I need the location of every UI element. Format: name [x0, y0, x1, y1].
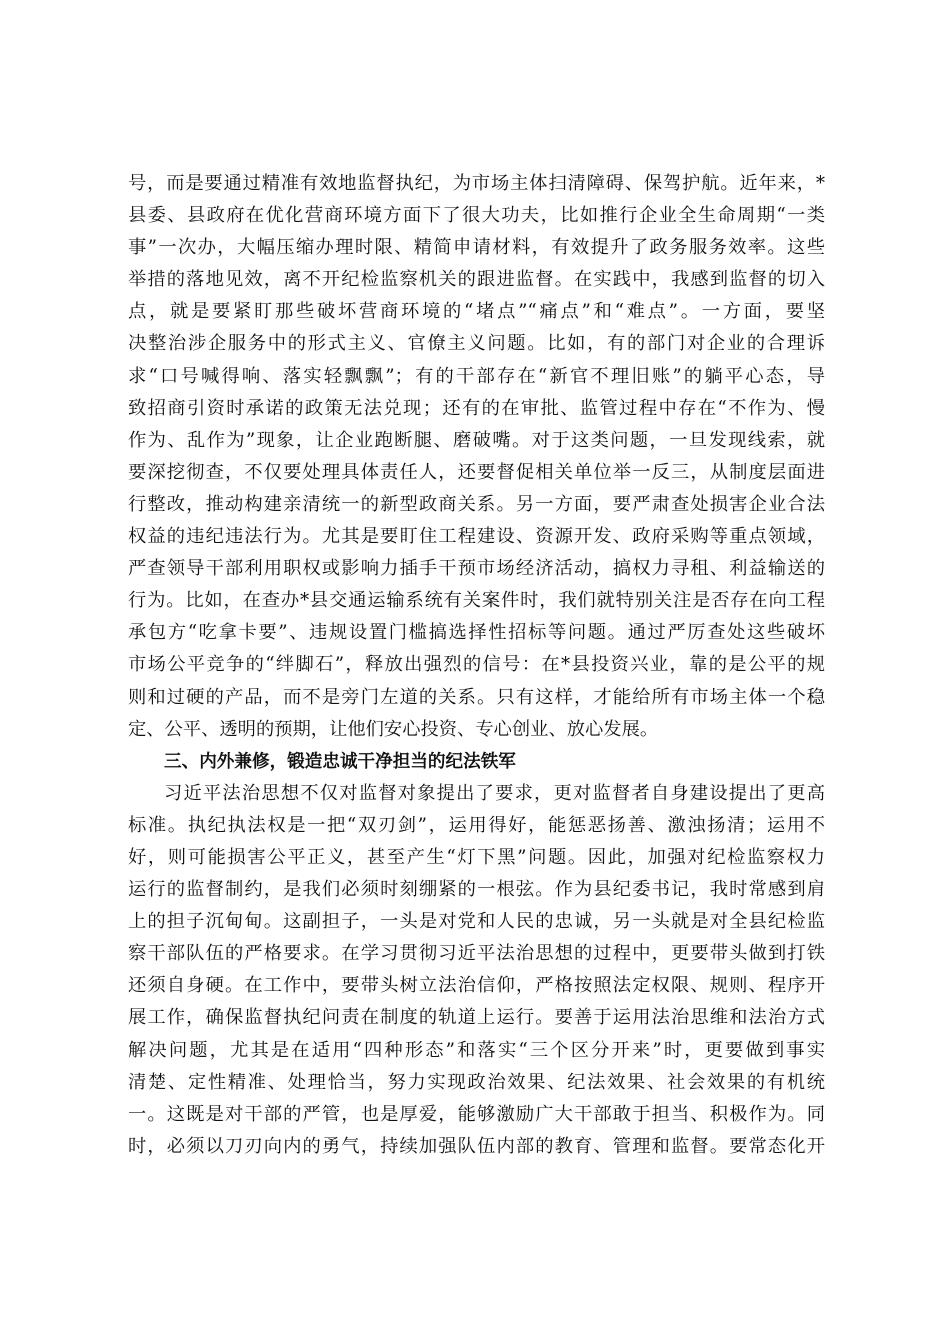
text-line: 号，而是要通过精准有效地监督执纪，为市场主体扫清障碍、保驾护航。近年来，* [128, 173, 825, 194]
text-line: 县委、县政府在优化营商环境方面下了很大功夫，比如推行企业全生命周期“一类 [128, 205, 825, 227]
document-body [128, 168, 825, 1163]
text-line: 时，必须以刀刃向内的勇气，持续加强队伍内部的教育、管理和监督。要常态化开 [128, 1135, 825, 1157]
text-line: 事”一次办，大幅压缩办理时限、精简申请材料，有效提升了政务服务效率。这些 [128, 237, 825, 259]
text-line: 求“口号喊得响、落实轻飘飘”；有的干部存在“新官不理旧账”的躺平心态，导 [128, 365, 825, 387]
text-line: 展工作，确保监督执纪问责在制度的轨道上运行。要善于运用法治思维和法治方式 [128, 1007, 825, 1029]
section-heading: 三、内外兼修，锻造忠诚干净担当的纪法铁军 [164, 751, 516, 772]
text-line: 则和过硬的产品，而不是旁门左道的关系。只有这样，才能给所有市场主体一个稳 [128, 686, 825, 708]
text-line: 要深挖彻查，不仅要处理具体责任人，还要督促相关单位举一反三，从制度层面进 [128, 461, 825, 483]
text-line: 行为。比如，在查办*县交通运输系统有关案件时，我们就特别关注是否存在向工程 [128, 590, 825, 612]
text-line: 一。这既是对干部的严管，也是厚爱，能够激励广大干部敢于担当、积极作为。同 [128, 1103, 825, 1125]
text-line: 决整治涉企服务中的形式主义、官僚主义问题。比如，有的部门对企业的合理诉 [128, 333, 825, 355]
text-line: 承包方“吃拿卡要”、违规设置门槛搞选择性招标等问题。通过严厉查处这些破坏 [128, 622, 825, 644]
text-line: 权益的违纪违法行为。尤其是要盯住工程建设、资源开发、政府采购等重点领域， [128, 526, 825, 548]
text-line: 行整改，推动构建亲清统一的新型政商关系。另一方面，要严肃查处损害企业合法 [128, 493, 825, 515]
paragraph-business-environment [128, 168, 825, 746]
text-line: 察干部队伍的严格要求。在学习贯彻习近平法治思想的过程中，更要带头做到打铁 [128, 943, 825, 965]
text-line: 市场公平竞争的“绊脚石”，释放出强烈的信号：在*县投资兴业，靠的是公平的规 [128, 654, 825, 676]
text-line: 解决问题，尤其是在适用“四种形态”和落实“三个区分开来”时，更要做到事实 [128, 1039, 825, 1061]
text-line: 标准。执纪执法权是一把“双刃剑”，运用得好，能惩恶扬善、激浊扬清；运用不 [128, 814, 825, 836]
text-line: 严查领导干部利用职权或影响力插手干预市场经济活动，搞权力寻租、利益输送的 [128, 558, 825, 580]
paragraph-self-discipline [128, 778, 825, 1163]
text-line: 习近平法治思想不仅对监督对象提出了要求，更对监督者自身建设提出了更高 [164, 782, 825, 804]
text-line: 定、公平、透明的预期，让他们安心投资、专心创业、放心发展。 [128, 718, 659, 740]
text-line: 清楚、定性精准、处理恰当，努力实现政治效果、纪法效果、社会效果的有机统 [128, 1071, 825, 1093]
text-line: 点，就是要紧盯那些破坏营商环境的“堵点”“痛点”和“难点”。一方面，要坚 [128, 301, 825, 323]
text-line: 好，则可能损害公平正义，甚至产生“灯下黑”问题。因此，加强对纪检监察权力 [128, 846, 825, 868]
text-line: 还须自身硬。在工作中，要带头树立法治信仰，严格按照法定权限、规则、程序开 [128, 975, 825, 997]
text-line: 致招商引资时承诺的政策无法兑现；还有的在审批、监管过程中存在“不作为、慢 [128, 397, 825, 419]
text-line: 运行的监督制约，是我们必须时刻绷紧的一根弦。作为县纪委书记，我时常感到肩 [128, 879, 825, 901]
text-line: 举措的落地见效，离不开纪检监察机关的跟进监督。在实践中，我感到监督的切入 [128, 269, 825, 291]
text-line: 作为、乱作为”现象，让企业跑断腿、磨破嘴。对于这类问题，一旦发现线索，就 [128, 429, 825, 451]
text-line: 上的担子沉甸甸。这副担子，一头是对党和人民的忠诚，另一头就是对全县纪检监 [128, 911, 825, 933]
